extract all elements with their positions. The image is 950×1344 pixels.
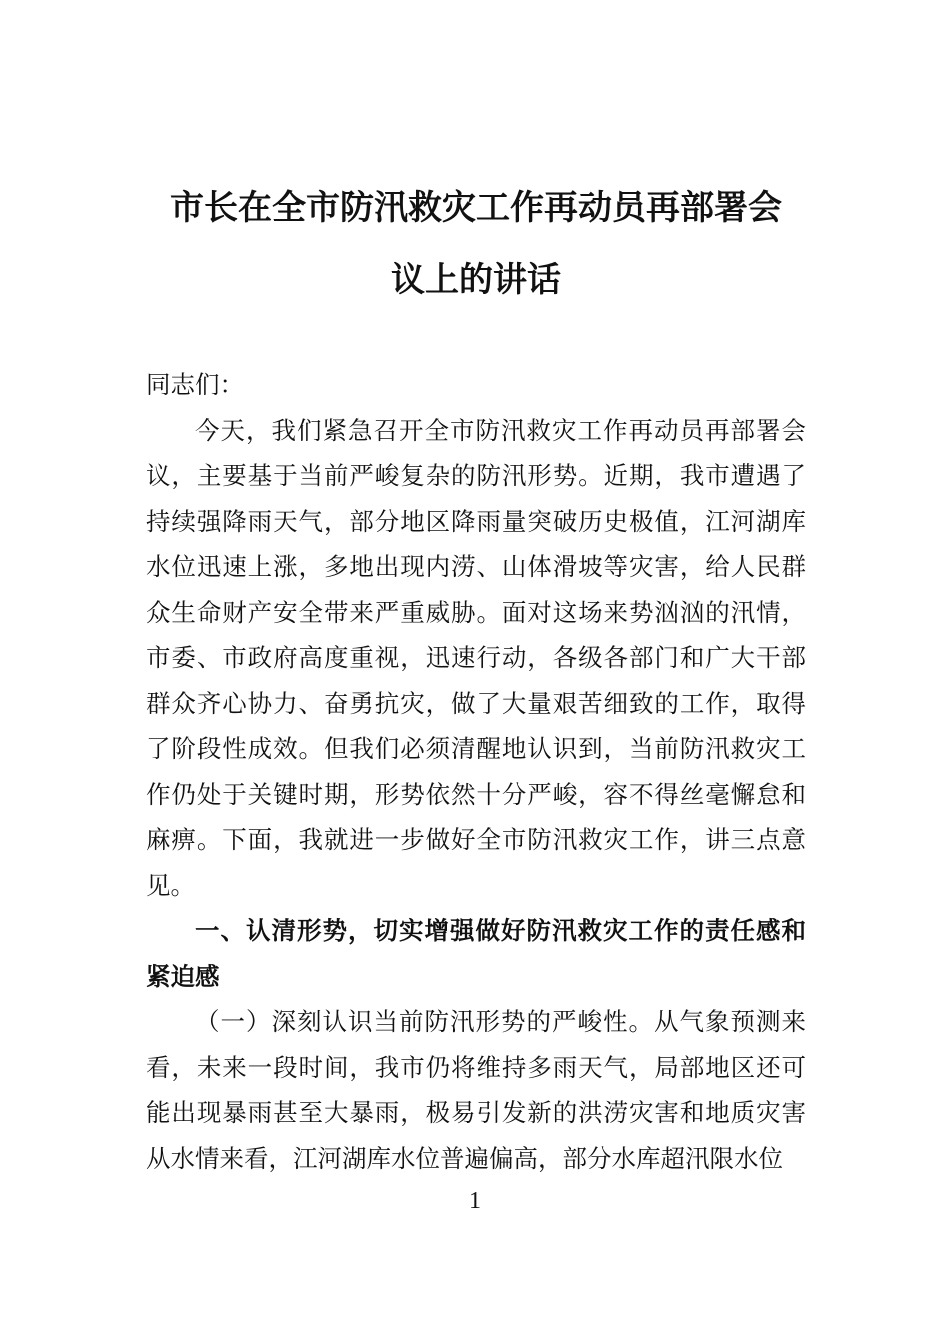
- paragraph-intro: 今天，我们紧急召开全市防汛救灾工作再动员再部署会议，主要基于当前严峻复杂的防汛形势。近期，我市遭遇了持续强降雨天气，部分地区降雨量突破历史极值，江河湖库水位迅速上涨，多地出现内涝、山体滑坡等灾害，给人民群众生命财产安全带来严重威胁。面对这场来势汹汹的汛情，市委、市政府高度重视，迅速行动，各级各部门和广大干部群众齐心协力、奋勇抗灾，做了大量艰苦细致的工作，取得了阶段性成效。但我们必须清醒地认识到，当前防汛救灾工作仍处于关键时期，形势依然十分严峻，容不得丝毫懈怠和麻痹。下面，我就进一步做好全市防汛救灾工作，讲三点意见。: [146, 415, 806, 900]
- document-title: [146, 172, 806, 316]
- document-body: [146, 362, 806, 1181]
- subsection-1-body: 从气象预测来看，未来一段时间，我市仍将维持多雨天气，局部地区还可能出现暴雨甚至大暴雨，极易引发新的洪涝灾害和地质灾害从水情来看，江河湖库水位普遍偏高，部分水库超汛限水位: [146, 1007, 806, 1173]
- title-line-1: 市长在全市防汛救灾工作再动员再部署会: [170, 188, 782, 228]
- title-line-2: 议上的讲话: [391, 260, 561, 300]
- page-number: 1: [469, 1188, 481, 1214]
- subsection-1-lead: （一）深刻认识当前防汛形势的严峻性。: [195, 1007, 654, 1036]
- subsection-1: [146, 999, 806, 1181]
- section-heading-1: 一、认清形势，切实增强做好防汛救灾工作的责任感和紧迫感: [146, 916, 806, 991]
- salutation: 同志们：: [146, 370, 244, 399]
